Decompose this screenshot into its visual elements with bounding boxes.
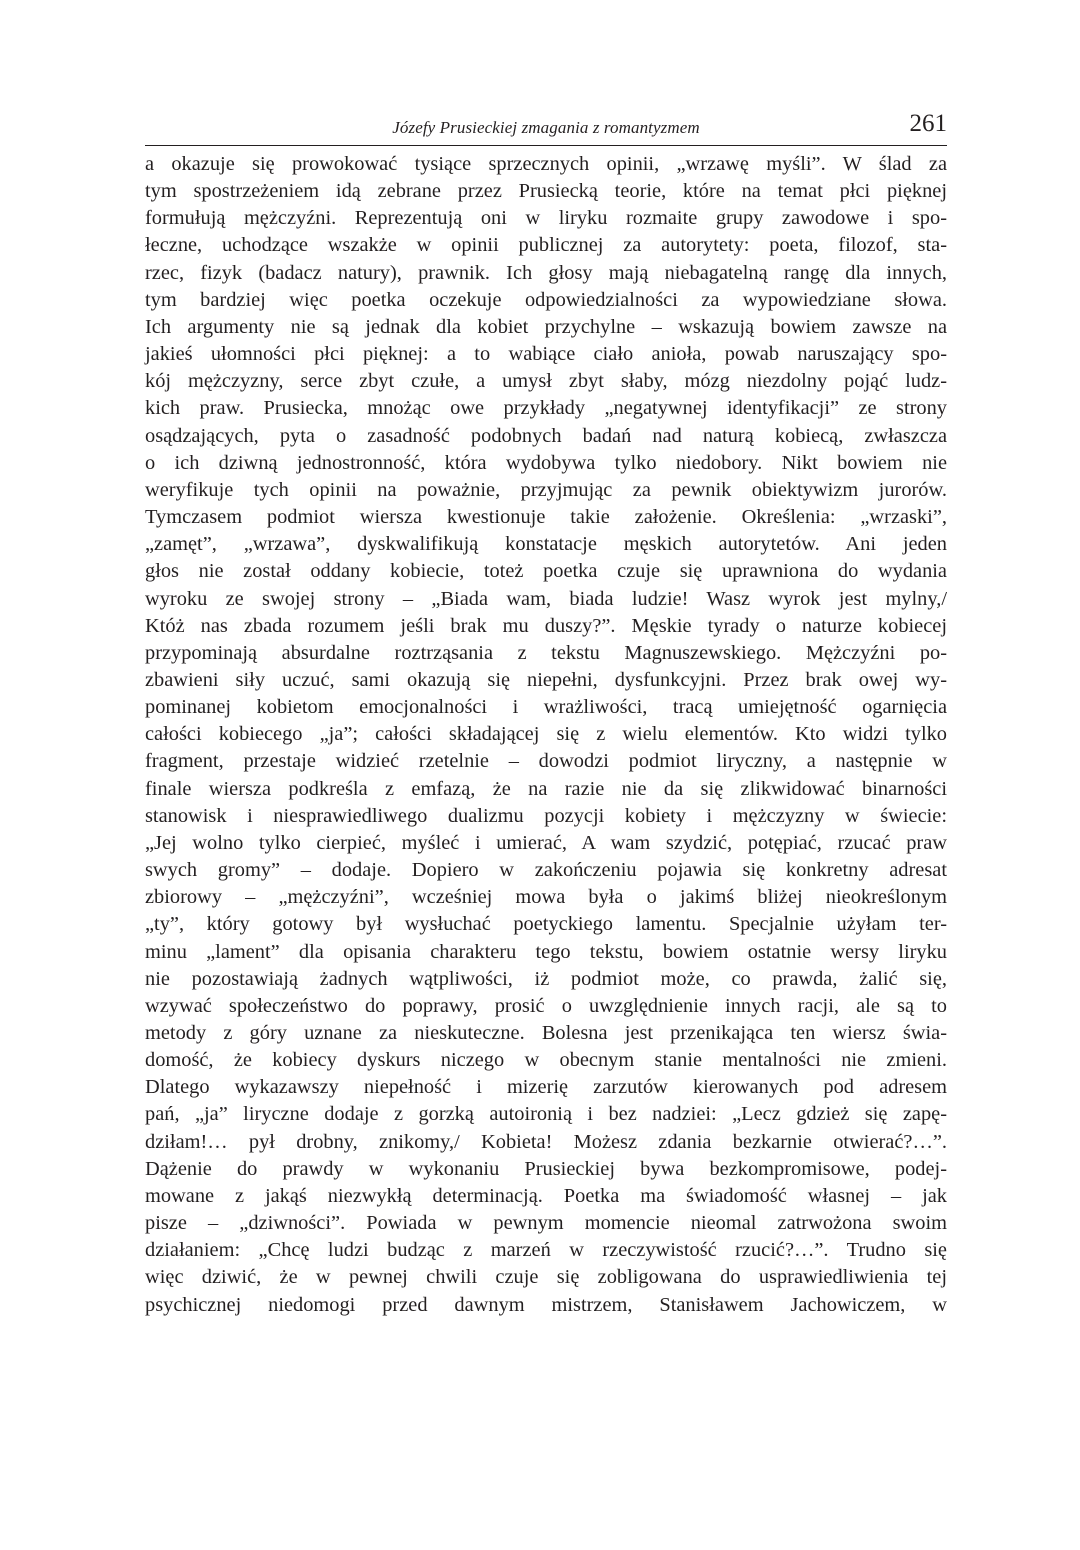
text-line: jakieś ułomności płci pięknej: a to wabiące ciało anioła, powab naruszający spo-: [145, 343, 947, 366]
text-line: kój mężczyzny, serce zbyt czułe, a umysł zbyt słaby, mózg niezdolny pojąć ludz-: [145, 370, 947, 393]
text-line: więc dziwić, że w pewnej chwili czuje się zobligowana do usprawiedliwienia tej: [145, 1266, 947, 1289]
text-line: „ty”, który gotowy był wysłuchać poetyckiego lamentu. Specjalnie użyłam ter-: [145, 913, 947, 936]
text-line: minu „lament” dla opisania charakteru tego tekstu, bowiem ostatnie wersy liryku: [145, 940, 947, 963]
text-line: osądzających, pyta o zasadność podobnych badań nad naturą kobiecą, zwłaszcza: [145, 424, 947, 447]
text-line: weryfikuje tych opinii na poważnie, przyjmując za pewnik obiektywizm jurorów.: [145, 478, 947, 501]
text-line: tym bardziej więc poetka oczekuje odpowiedzialności za wypowiedziane słowa.: [145, 288, 947, 311]
text-line: fragment, przestaje widzieć rzetelnie – dowodzi podmiot liryczny, a następnie w: [145, 750, 947, 773]
running-head: [145, 112, 947, 146]
text-line: pań, „ja” liryczne dodaje z gorzką autoironią i bez nadziei: „Lecz gdzież się zapę-: [145, 1103, 947, 1126]
text-line: formułują mężczyźni. Reprezentują oni w liryku rozmaite grupy zawodowe i spo-: [145, 207, 947, 230]
text-line: pominanej kobietom emocjonalności i wrażliwości, tracą umiejętność ogarnięcia: [145, 696, 947, 719]
text-line: psychicznej niedomogi przed dawnym mistrzem, Stanisławem Jachowiczem, w: [145, 1293, 947, 1316]
text-line: Któż nas zbada rozumem jeśli brak mu duszy?”. Męskie tyrady o naturze kobiecej: [145, 614, 947, 637]
text-line: stanowisk i niesprawiedliwego dualizmu pozycji kobiety i mężczyzny w świecie:: [145, 804, 947, 827]
text-line: wzywać społeczeństwo do poprawy, prosić o uwzględnienie innych racji, ale są to: [145, 994, 947, 1017]
page-number: 261: [909, 110, 947, 137]
text-line: mowane z jakąś niezwykłą determinacją. Poetka ma świadomość własnej – jak: [145, 1184, 947, 1207]
text-line: metody z góry uznane za nieskuteczne. Bolesna jest przenikająca ten wiersz świa-: [145, 1022, 947, 1044]
text-line: dziłam!… pył drobny, znikomy,/ Kobieta! Możesz zdania bezkarnie otwierać?…”.: [145, 1130, 947, 1153]
text-line: pisze – „dziwności”. Powiada w pewnym momencie nieomal zatrwożona swoim: [145, 1212, 947, 1235]
text-line: przypominają absurdalne roztrząsania z tekstu Magnuszewskiego. Mężczyźni po-: [145, 641, 947, 664]
running-title: Józefy Prusieckiej zmagania z romantyzmem: [392, 118, 700, 137]
text-line: zbiorowy – „mężczyźni”, wcześniej mowa była o jakimś bliżej nieokreślonym: [145, 886, 947, 909]
book-page: [145, 112, 947, 1319]
text-line: „Jej wolno tylko cierpieć, myśleć i umierać, A wam szydzić, potępiać, rzucać praw: [145, 831, 947, 854]
text-line: głos nie został oddany kobiecie, toteż poetka czuje się uprawniona do wydania: [145, 560, 947, 583]
text-line: łeczne, uchodzące wszakże w opinii publicznej za autorytety: poeta, filozof, sta-: [145, 234, 947, 257]
text-line: kich praw. Prusiecka, mnożąc owe przykłady „negatywnej identyfikacji” ze strony: [145, 397, 947, 420]
text-line: Ich argumenty nie są jednak dla kobiet przychylne – wskazują bowiem zawsze na: [145, 315, 947, 338]
text-line: działaniem: „Chcę ludzi budząc z marzeń w rzeczywistość rzucić?…”. Trudno się: [145, 1239, 947, 1262]
text-line: Dążenie do prawdy w wykonaniu Prusieckiej bywa bezkompromisowe, podej-: [145, 1157, 947, 1180]
text-line: „zamęt”, „wrzawa”, dyskwalifikują konstatacje męskich autorytetów. Ani jeden: [145, 533, 947, 556]
text-line: swych gromy” – dodaje. Dopiero w zakończeniu pojawia się konkretny adresat: [145, 859, 947, 882]
text-line: zbawieni siły uczuć, sami okazują się niepełni, dysfunkcyjni. Przez brak owej wy-: [145, 668, 947, 691]
text-line: Dlatego wykazawszy niepełność i mizerię zarzutów kierowanych pod adresem: [145, 1076, 947, 1099]
text-line: wyroku ze swojej strony – „Biada wam, biada ludzie! Wasz wyrok jest mylny,/: [145, 587, 947, 610]
text-line: całości kobiecego „ja”; całości składającej się z wielu elementów. Kto widzi tylko: [145, 723, 947, 746]
text-line: a okazuje się prowokować tysiące sprzecznych opinii, „wrzawę myśli”. W ślad za: [145, 153, 947, 175]
text-line: nie pozostawiają żadnych wątpliwości, iż podmiot może, co prawda, żalić się,: [145, 967, 947, 990]
text-line: rzec, fizyk (badacz natury), prawnik. Ich głosy mają niebagatelną rangę dla innych,: [145, 261, 947, 284]
text-line: Tymczasem podmiot wiersza kwestionuje takie założenie. Określenia: „wrzaski”,: [145, 506, 947, 529]
text-line: tym spostrzeżeniem idą zebrane przez Prusiecką teorie, które na temat płci pięknej: [145, 180, 947, 203]
text-line: domość, że kobiecy dyskurs niczego w obecnym stanie mentalności nie zmieni.: [145, 1049, 947, 1072]
body-text: [145, 151, 947, 1319]
text-line: finale wiersza podkreśla z emfazą, że na razie nie da się zlikwidować binarności: [145, 777, 947, 800]
text-line: o ich dziwną jednostronność, która wydobywa tylko niedobory. Nikt bowiem nie: [145, 451, 947, 474]
